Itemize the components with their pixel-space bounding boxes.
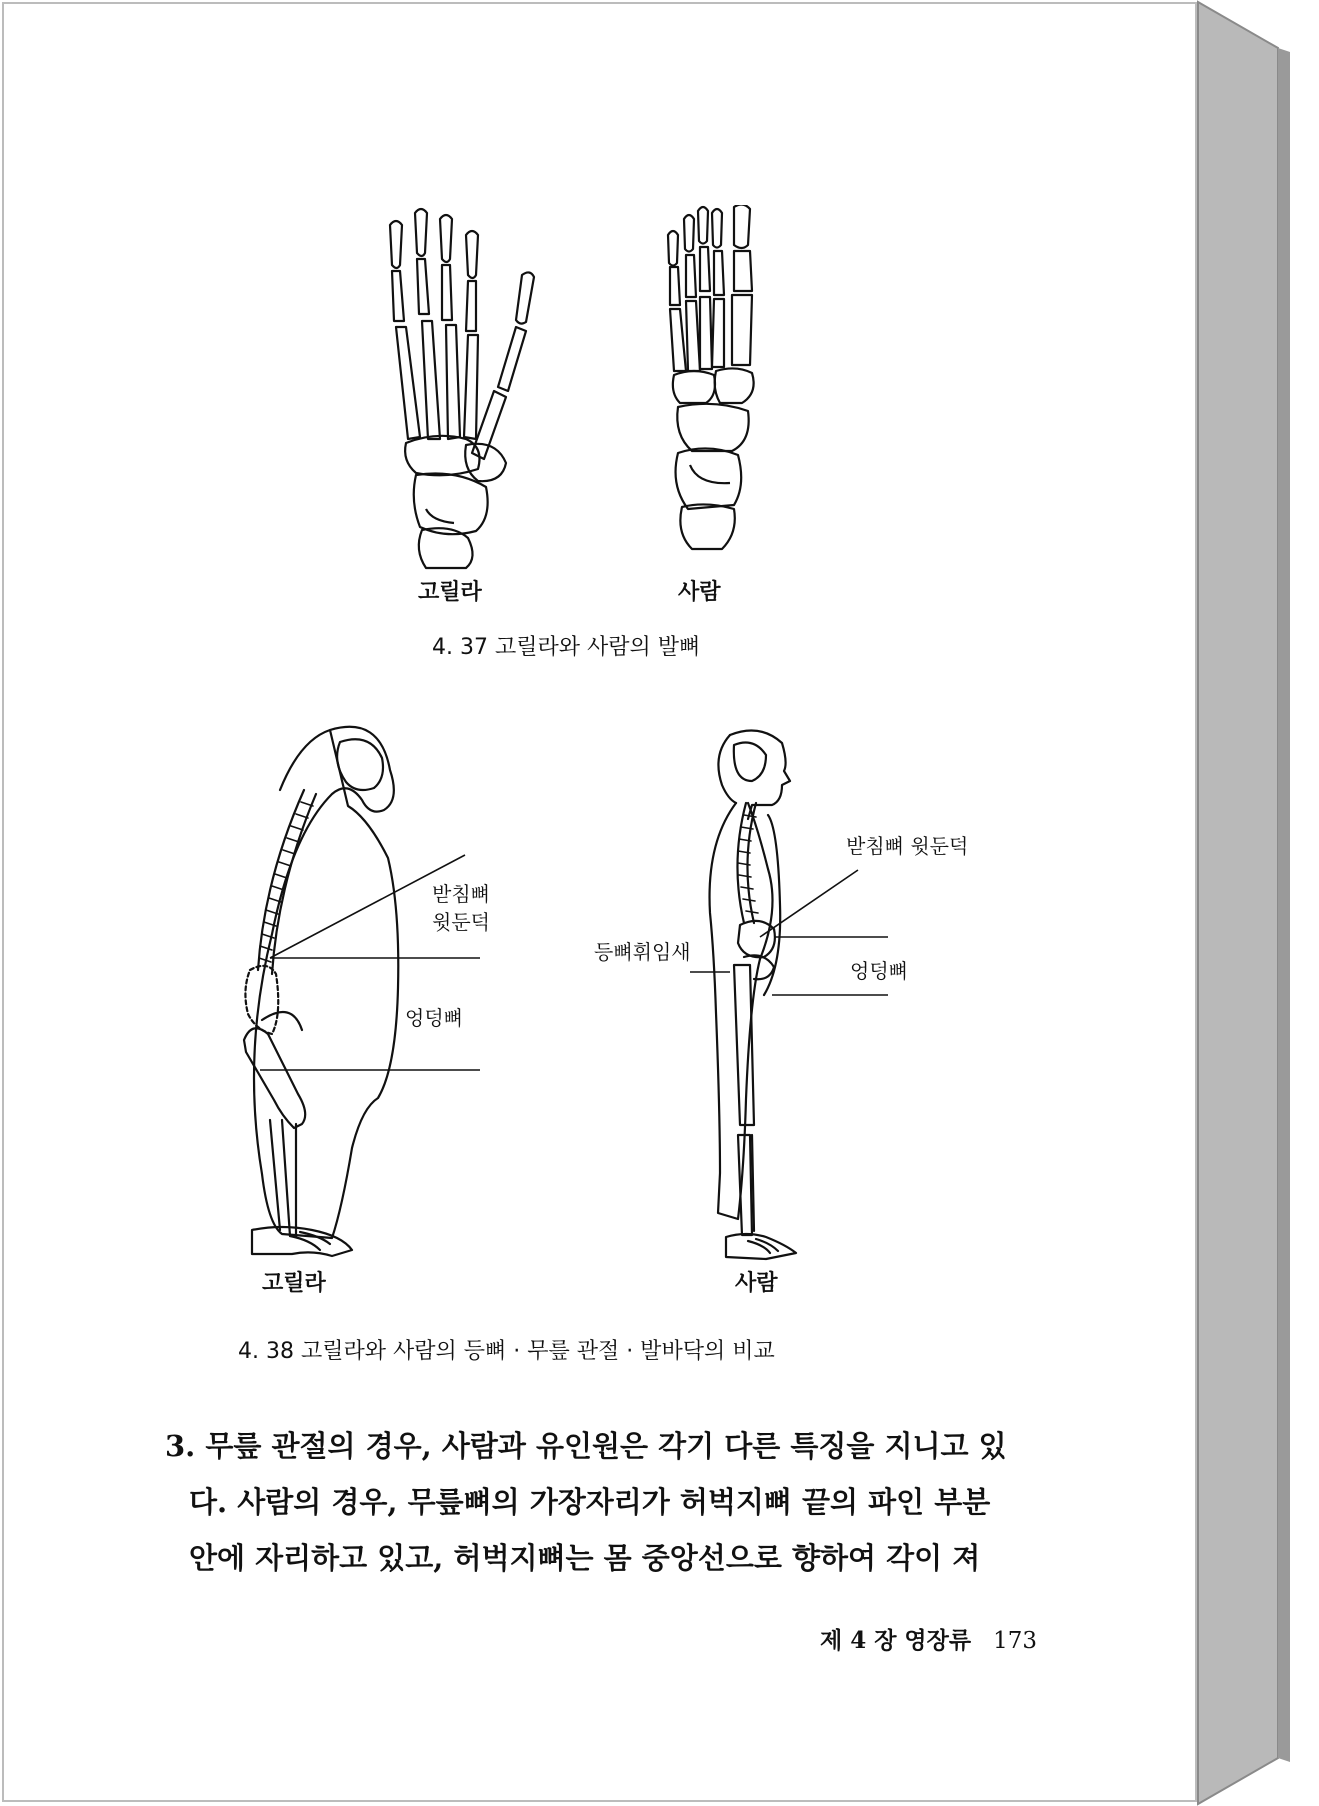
human-lumbar-curve-label: 등뼈휘임새	[594, 940, 691, 964]
human-sacrum-label: 받침뼈 윗둔덕	[846, 834, 969, 858]
body-paragraph	[165, 1418, 1045, 1586]
gorilla-sacrum-label: 받침뼈 윗둔덕	[432, 882, 490, 934]
gorilla-foot-bones-illustration	[370, 205, 540, 570]
fig37-human-label: 사람	[678, 580, 721, 605]
fig38-gorilla-label: 고릴라	[262, 1271, 326, 1296]
fig37-gorilla-label: 고릴라	[418, 580, 482, 605]
page-footer	[820, 1622, 1037, 1655]
body-line-3: 안에 자리하고 있고, 허벅지뼈는 몸 중앙선으로 향하여 각이 져	[189, 1541, 981, 1575]
page-number: 173	[993, 1628, 1037, 1654]
gorilla-posture-illustration	[230, 720, 500, 1260]
human-posture-illustration	[690, 725, 910, 1265]
body-line-2: 다. 사람의 경우, 무릎뼈의 가장자리가 허벅지뼈 끝의 파인 부분	[189, 1485, 991, 1519]
human-foot-bones-illustration	[640, 205, 780, 565]
body-line-1: 3. 무릎 관절의 경우, 사람과 유인원은 각기 다른 특징을 지니고 있	[165, 1429, 1007, 1463]
human-hip-label: 엉덩뼈	[850, 959, 908, 983]
gorilla-hip-label: 엉덩뼈	[405, 1006, 463, 1030]
chapter-title: 제 4 장 영장류	[819, 1627, 972, 1654]
fig37-caption: 4. 37 고릴라와 사람의 발뼈	[432, 635, 701, 660]
fig38-human-label: 사람	[735, 1271, 778, 1296]
fig38-caption: 4. 38 고릴라와 사람의 등뼈 · 무릎 관절 · 발바닥의 비교	[238, 1339, 775, 1364]
